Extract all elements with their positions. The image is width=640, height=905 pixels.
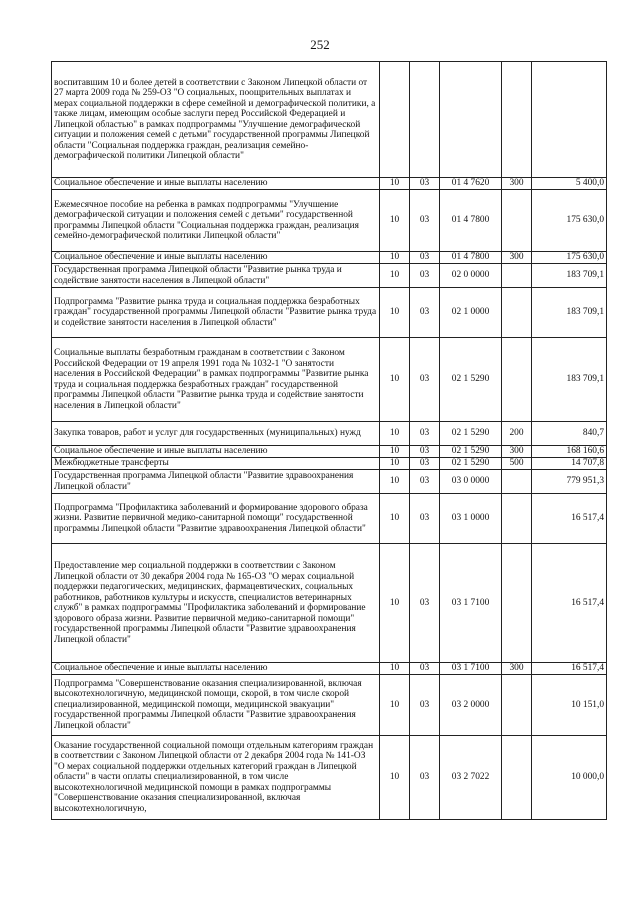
page-number: 252 <box>310 37 330 52</box>
expense-type-code: 300 <box>502 252 532 264</box>
target-article-code: 01 4 7800 <box>440 252 502 264</box>
expense-type-code <box>502 264 532 288</box>
target-article-code: 02 0 0000 <box>440 264 502 288</box>
section-code: 10 <box>380 470 410 494</box>
expense-type-code <box>502 338 532 422</box>
table-row <box>52 675 607 736</box>
amount: 840,7 <box>532 422 607 446</box>
expense-type-code: 300 <box>502 178 532 190</box>
target-article-code <box>440 62 502 178</box>
expense-type-code: 500 <box>502 458 532 470</box>
subsection-code: 03 <box>410 288 440 338</box>
subsection-code: 03 <box>410 190 440 252</box>
section-code: 10 <box>380 663 410 675</box>
amount: 16 517,4 <box>532 494 607 544</box>
subsection-code: 03 <box>410 544 440 663</box>
section-code: 10 <box>380 736 410 820</box>
amount: 10 000,0 <box>532 736 607 820</box>
subsection-code: 03 <box>410 178 440 190</box>
table-row <box>52 544 607 663</box>
budget-table-body <box>52 62 607 820</box>
budget-item-name: Межбюджетные трансферты <box>52 458 380 470</box>
budget-item-name: Предоставление мер социальной поддержки в соответствии с Законом Липецкой области от 30 декабря 2004 года № 165-ОЗ "О мерах социальной поддержки педагогических, медицинских, фармацевтических, социальных работников, работников культуры и искусств, специалистов ветеринарных служб" в рамках подпрограммы "Профилактика заболеваний и формирование здорового образа жизни. Развитие первичной медико-санитарной помощи" государственной программы Липецкой области "Развитие здравоохранения Липецкой области" <box>52 544 380 663</box>
expense-type-code <box>502 736 532 820</box>
budget-item-name: Социальные выплаты безработным гражданам в соответствии с Законом Российской Федерации от 19 апреля 1991 года № 1032-1 "О занятости населения в Российской Федерации" в рамках подпрограммы "Развитие рынка труда и социальная поддержка безработных граждан" государственной программы Липецкой области "Развитие рынка труда и содействие занятости населения в Липецкой области" <box>52 338 380 422</box>
budget-item-name: Социальное обеспечение и иные выплаты населению <box>52 252 380 264</box>
budget-item-name: воспитавшим 10 и более детей в соответствии с Законом Липецкой области от 27 марта 2009 года № 259-ОЗ "О социальных, поощрительных выплатах и мерах социальной поддержки в сфере семейной и демографической политики, а также лицам, имеющим особые заслуги перед Российской Федерацией и Липецкой областью" в рамках подпрограммы "Улучшение демографической ситуации и положения семей с детьми" государственной программы Липецкой области "Социальная поддержка граждан, реализация семейно-демографической политики Липецкой области" <box>52 62 380 178</box>
target-article-code: 02 1 0000 <box>440 288 502 338</box>
budget-item-name: Социальное обеспечение и иные выплаты населению <box>52 178 380 190</box>
budget-item-name: Социальное обеспечение и иные выплаты населению <box>52 663 380 675</box>
expense-type-code <box>502 675 532 736</box>
budget-item-name: Закупка товаров, работ и услуг для государственных (муниципальных) нужд <box>52 422 380 446</box>
amount: 183 709,1 <box>532 338 607 422</box>
target-article-code: 01 4 7800 <box>440 190 502 252</box>
budget-table <box>51 61 607 820</box>
table-row <box>52 62 607 178</box>
budget-item-name: Оказание государственной социальной помощи отдельным категориям граждан в соответствии с Законом Липецкой области от 2 декабря 2004 года № 141-ОЗ "О мерах социальной поддержки отдельных категорий граждан в Липецкой области" в части оплаты специализированной, в том числе высокотехнологичной медицинской помощи в рамках подпрограммы "Совершенствование оказания специализированной, включая высокотехнологичную, <box>52 736 380 820</box>
subsection-code: 03 <box>410 494 440 544</box>
table-row <box>52 422 607 446</box>
subsection-code: 03 <box>410 446 440 458</box>
amount: 779 951,3 <box>532 470 607 494</box>
expense-type-code: 300 <box>502 663 532 675</box>
target-article-code: 02 1 5290 <box>440 422 502 446</box>
target-article-code: 02 1 5290 <box>440 338 502 422</box>
amount: 5 400,0 <box>532 178 607 190</box>
target-article-code: 03 1 7100 <box>440 663 502 675</box>
expense-type-code <box>502 288 532 338</box>
section-code: 10 <box>380 458 410 470</box>
table-row <box>52 288 607 338</box>
amount: 175 630,0 <box>532 190 607 252</box>
section-code: 10 <box>380 446 410 458</box>
section-code: 10 <box>380 675 410 736</box>
subsection-code: 03 <box>410 736 440 820</box>
section-code: 10 <box>380 338 410 422</box>
table-row <box>52 338 607 422</box>
subsection-code: 03 <box>410 264 440 288</box>
budget-item-name: Подпрограмма "Профилактика заболеваний и формирование здорового образа жизни. Развитие первичной медико-санитарной помощи" государственной программы Липецкой области "Развитие здравоохранения Липецкой области" <box>52 494 380 544</box>
section-code <box>380 62 410 178</box>
subsection-code: 03 <box>410 422 440 446</box>
amount <box>532 62 607 178</box>
budget-item-name: Государственная программа Липецкой области "Развитие здравоохранения Липецкой области" <box>52 470 380 494</box>
expense-type-code: 300 <box>502 446 532 458</box>
budget-item-name: Социальное обеспечение и иные выплаты населению <box>52 446 380 458</box>
expense-type-code <box>502 494 532 544</box>
section-code: 10 <box>380 178 410 190</box>
amount: 10 151,0 <box>532 675 607 736</box>
section-code: 10 <box>380 422 410 446</box>
table-row <box>52 252 607 264</box>
section-code: 10 <box>380 264 410 288</box>
amount: 183 709,1 <box>532 288 607 338</box>
section-code: 10 <box>380 190 410 252</box>
expense-type-code <box>502 190 532 252</box>
amount: 183 709,1 <box>532 264 607 288</box>
expense-type-code <box>502 62 532 178</box>
subsection-code: 03 <box>410 675 440 736</box>
target-article-code: 03 2 0000 <box>440 675 502 736</box>
amount: 16 517,4 <box>532 663 607 675</box>
table-row <box>52 264 607 288</box>
budget-item-name: Подпрограмма "Совершенствование оказания специализированной, включая высокотехнологичную, медицинской помощи, скорой, в том числе скорой специализированной, медицинской помощи, медицинской эвакуации" государственной программы Липецкой области "Развитие здравоохранения Липецкой области" <box>52 675 380 736</box>
target-article-code: 03 1 7100 <box>440 544 502 663</box>
target-article-code: 03 1 0000 <box>440 494 502 544</box>
subsection-code: 03 <box>410 252 440 264</box>
table-row <box>52 494 607 544</box>
subsection-code: 03 <box>410 338 440 422</box>
budget-item-name: Государственная программа Липецкой области "Развитие рынка труда и содействие занятости населения в Липецкой области" <box>52 264 380 288</box>
budget-item-name: Подпрограмма "Развитие рынка труда и социальная поддержка безработных граждан" государственной программы Липецкой области "Развитие рынка труда и содействие занятости населения в Липецкой области" <box>52 288 380 338</box>
section-code: 10 <box>380 494 410 544</box>
amount: 175 630,0 <box>532 252 607 264</box>
expense-type-code: 200 <box>502 422 532 446</box>
subsection-code: 03 <box>410 458 440 470</box>
table-row <box>52 190 607 252</box>
target-article-code: 01 4 7620 <box>440 178 502 190</box>
amount: 14 707,8 <box>532 458 607 470</box>
target-article-code: 03 2 7022 <box>440 736 502 820</box>
table-row <box>52 470 607 494</box>
target-article-code: 03 0 0000 <box>440 470 502 494</box>
target-article-code: 02 1 5290 <box>440 446 502 458</box>
amount: 168 160,6 <box>532 446 607 458</box>
target-article-code: 02 1 5290 <box>440 458 502 470</box>
table-row <box>52 736 607 820</box>
table-row <box>52 458 607 470</box>
amount: 16 517,4 <box>532 544 607 663</box>
budget-item-name: Ежемесячное пособие на ребенка в рамках подпрограммы "Улучшение демографической ситуации и положения семей с детьми" государственной программы Липецкой области "Социальная поддержка граждан, реализация семейно-демографической политики Липецкой области" <box>52 190 380 252</box>
subsection-code: 03 <box>410 470 440 494</box>
section-code: 10 <box>380 288 410 338</box>
table-row <box>52 178 607 190</box>
subsection-code: 03 <box>410 663 440 675</box>
table-row <box>52 663 607 675</box>
table-row <box>52 446 607 458</box>
section-code: 10 <box>380 544 410 663</box>
expense-type-code <box>502 544 532 663</box>
section-code: 10 <box>380 252 410 264</box>
subsection-code <box>410 62 440 178</box>
expense-type-code <box>502 470 532 494</box>
